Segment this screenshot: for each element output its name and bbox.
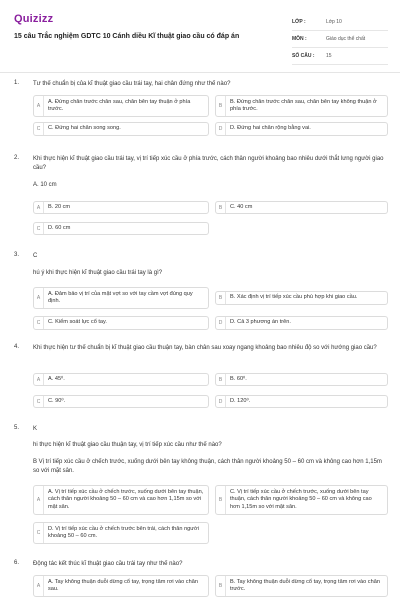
option-letter: B	[216, 292, 226, 304]
option-letter: D	[216, 317, 226, 329]
question-6	[14, 560, 388, 600]
option-a[interactable]	[33, 575, 209, 597]
answer-line: A. 10 cm	[33, 182, 57, 188]
question-number: 6.	[14, 560, 20, 566]
option-text: C. Đứng hai chân song song.	[48, 125, 121, 132]
question-number: 5.	[14, 425, 20, 431]
question-prefix: K	[33, 426, 38, 432]
option-text: D. Cả 3 phương án trên.	[230, 319, 291, 326]
option-text: D. Vị trí tiếp xúc cầu ở chếch trước bên trái, cách thân người khoảng 50 – 60 cm.	[48, 525, 199, 539]
option-text: C. 90⁰.	[48, 397, 66, 404]
option-d[interactable]	[215, 316, 388, 330]
document-title: 15 câu Trắc nghiệm GDTC 10 Cánh diều Kĩ thuật giao cầu có đáp án	[14, 33, 240, 40]
option-c[interactable]	[33, 122, 209, 136]
info-value: Lớp 10	[326, 19, 342, 25]
option-text: B. Đứng chân trước chân sau, chân bên tay không thuận ở phía trước.	[230, 98, 377, 112]
option-text: B. Xác định vị trí tiếp xúc cầu phù hợp khi giao cầu.	[230, 294, 358, 301]
header	[0, 0, 400, 66]
option-text: B. 60⁰.	[230, 375, 247, 382]
option-letter: B	[216, 202, 226, 213]
option-letter: A	[34, 486, 44, 514]
option-c[interactable]	[33, 522, 209, 544]
info-label: SỐ CÂU :	[292, 53, 315, 59]
option-c[interactable]	[33, 395, 209, 408]
option-letter: A	[34, 576, 44, 596]
option-a[interactable]	[33, 287, 209, 309]
option-letter: B	[216, 374, 226, 385]
option-text: D. Đứng hai chân rộng bằng vai.	[230, 125, 311, 132]
option-letter: B	[216, 576, 226, 596]
question-number: 2.	[14, 155, 20, 161]
info-label: MÔN :	[292, 36, 307, 42]
question-text: hi thực hiện kĩ thuật giao cầu thuận tay, vị trí tiếp xúc cầu như thế nào?	[33, 442, 222, 448]
question-text: Khi thực hiện tư thế chuẩn bị kĩ thuật giao cầu thuận tay, bàn chân sau xoay ngang khoảng bao nhiêu độ so với hướng giao cầu?	[33, 345, 377, 351]
option-letter: A	[34, 374, 44, 385]
option-letter: B	[216, 96, 226, 116]
option-text: A. Đảm bảo vị trí của mặt vợt so với tay cầm vợt đúng quy định.	[48, 290, 193, 304]
option-b[interactable]	[33, 201, 209, 214]
option-letter: C	[34, 523, 44, 543]
option-b[interactable]	[215, 95, 388, 117]
question-2	[14, 155, 388, 241]
quizizz-logo: Quizizz	[14, 13, 54, 25]
question-3	[14, 252, 388, 332]
option-text: D. 120⁰.	[230, 397, 251, 404]
option-text: A. Vị trí tiếp xúc cầu ở chếch trước, xuống dưới bên tay thuận, cách thân người khoảng 50 – 60 cm và cao hơn 1,15m so với mặt sân.	[48, 488, 204, 510]
option-letter: C	[34, 223, 44, 234]
info-value: 15	[326, 53, 332, 59]
option-letter: A	[34, 288, 44, 308]
option-letter: A	[34, 202, 44, 213]
option-text: B. Tay không thuận duỗi dừng cổ tay, trọng tâm rơi vào chân trước.	[230, 578, 380, 592]
option-b[interactable]	[215, 575, 388, 597]
option-letter: C	[34, 123, 44, 135]
option-d[interactable]	[215, 395, 388, 408]
answer-line: B Vị trí tiếp xúc cầu ở chếch trước, xuống dưới bên tay không thuận, cách thân người khoảng 50 – 60 cm và không cao hơn 1,15m so với mặt sân.	[33, 459, 382, 474]
option-letter: A	[34, 96, 44, 116]
option-b[interactable]	[215, 485, 388, 515]
option-text: A. Đứng chân trước chân sau, chân bên tay thuận ở phía trước.	[48, 98, 191, 112]
option-text: B. 20 cm	[48, 203, 71, 210]
question-number: 1.	[14, 80, 20, 86]
info-row-grade	[292, 14, 388, 31]
option-a[interactable]	[33, 485, 209, 515]
option-letter: D	[216, 123, 226, 135]
option-d[interactable]	[33, 222, 209, 235]
option-c[interactable]	[215, 201, 388, 214]
option-letter: C	[34, 396, 44, 407]
question-text: Động tác kết thúc kĩ thuật giao cầu trái tay như thế nào?	[33, 561, 183, 567]
option-text: A. Tay không thuận duỗi dừng cổ tay, trọng tâm rơi vào chân sau.	[48, 578, 198, 592]
question-4	[14, 344, 388, 416]
option-b[interactable]	[215, 291, 388, 305]
option-letter: B	[216, 486, 226, 514]
header-divider	[0, 72, 400, 73]
info-label: LỚP :	[292, 19, 306, 25]
option-letter: D	[216, 396, 226, 407]
option-b[interactable]	[215, 373, 388, 386]
question-text: hú ý khi thực hiện kĩ thuật giao cầu trái tay là gì?	[33, 270, 163, 276]
info-value: Giáo dục thể chất	[326, 36, 366, 42]
option-text: A. 45⁰.	[48, 375, 65, 382]
question-prefix: C	[33, 253, 38, 259]
option-text: C. Kiểm soát lực cổ tay.	[48, 319, 107, 326]
question-number: 4.	[14, 344, 20, 350]
info-row-count	[292, 48, 388, 65]
option-text: C. 40 cm	[230, 203, 253, 210]
question-text: Tư thế chuẩn bị của kĩ thuật giao cầu trái tay, hai chân đứng như thế nào?	[33, 81, 231, 87]
question-1	[14, 80, 388, 142]
info-row-subject	[292, 31, 388, 48]
option-text: C. Vị trí tiếp xúc cầu ở chếch trước, xuống dưới bên tay thuận, cách thân người khoảng 50 – 60 cm và không cao hơn 1,15m so với mặt sân.	[230, 488, 372, 510]
option-d[interactable]	[215, 122, 388, 136]
question-number: 3.	[14, 252, 20, 258]
option-c[interactable]	[33, 316, 209, 330]
option-a[interactable]	[33, 95, 209, 117]
option-text: D. 60 cm	[48, 224, 71, 231]
question-text: Khi thực hiện kĩ thuật giao cầu trái tay, vị trí tiếp xúc cầu ở phía trước, cách thân người khoảng bao nhiêu dưới thắt lưng người giao cầu?	[33, 156, 384, 171]
question-5	[14, 425, 388, 550]
info-table	[292, 14, 388, 65]
option-letter: C	[34, 317, 44, 329]
option-a[interactable]	[33, 373, 209, 386]
